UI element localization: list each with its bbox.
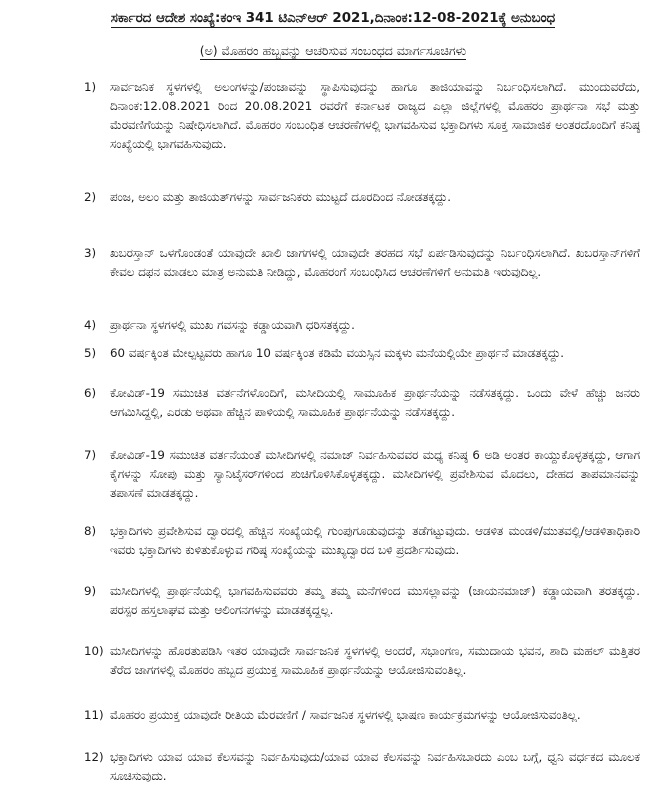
item-number: 1) [84, 80, 97, 94]
guideline-item-7 [84, 446, 640, 503]
guideline-item-3 [84, 244, 640, 282]
item-text: 60 ವರ್ಷಕ್ಕಿಂತ ಮೇಲ್ಪಟ್ಟವರು ಹಾಗೂ 10 ವರ್ಷಕ್ಕಿಂತ ಕಡಿಮೆ ವಯಸ್ಸಿನ ಮಕ್ಕಳು ಮನೆಯಲ್ಲಿಯೇ ಪ್ರಾರ್ಥನೆ ಮಾಡತಕ್ಕದ್ದು. [110, 346, 565, 360]
guideline-item-8 [84, 522, 640, 560]
guideline-item-2 [84, 188, 640, 207]
item-text: ಸಾರ್ವಜನಿಕ ಸ್ಥಳಗಳಲ್ಲಿ ಅಲಂಗಳನ್ನು/ಪಂಜಾವನ್ನು ಸ್ಥಾಪಿಸುವುದನ್ನು ಹಾಗೂ ತಾಜಿಯಾವನ್ನು ನಿರ್ಬಂಧಿಸಲಾಗಿದೆ. ಮುಂದುವರೆದು, ದಿನಾಂಕ:12.08.2021 ರಿಂದ 20.08.2021 ರವರೆಗೆ ಕರ್ನಾಟಕ ರಾಜ್ಯದ ಎಲ್ಲಾ ಜಿಲ್ಲೆಗಳಲ್ಲಿ ಮೊಹರಂ ಪ್ರಾರ್ಥನಾ ಸಭೆ ಮತ್ತು ಮೆರವಣಿಗೆಯನ್ನು ನಿಷೇಧಿಸಲಾಗಿದೆ. ಮೊಹರಂ ಸಂಬಂಧಿತ ಆಚರಣೆಗಳಲ್ಲಿ ಭಾಗವಹಿಸುವ ಭಕ್ತಾದಿಗಳು ಸೂಕ್ತ ಸಾಮಾಜಿಕ ಅಂತರದೊಂದಿಗೆ ಕನಿಷ್ಠ ಸಂಖ್ಯೆಯಲ್ಲಿ ಭಾಗವಹಿಸುವುದು. [110, 80, 640, 151]
guideline-item-11 [84, 706, 640, 725]
item-number: 3) [84, 246, 97, 260]
guideline-item-5 [84, 344, 640, 363]
document-title: ಸರ್ಕಾರದ ಆದೇಶ ಸಂಖ್ಯೆ:ಕಂಇ 341 ಟಿಎನ್ಆರ್ 2021,ದಿನಾಂಕ:12-08-2021ಕ್ಕೆ ಅನುಬಂಧ [110, 11, 556, 26]
item-text: ಮಸೀದಿಗಳನ್ನು ಹೊರತುಪಡಿಸಿ ಇತರ ಯಾವುದೇ ಸಾರ್ವಜನಿಕ ಸ್ಥಳಗಳಲ್ಲಿ ಅಂದರೆ, ಸಭಾಂಗಣ, ಸಮುದಾಯ ಭವನ, ಶಾದಿ ಮಹಲ್ ಮತ್ತಿತರ ತೆರೆದ ಜಾಗಗಳಲ್ಲಿ ಮೊಹರಂ ಹಬ್ಬದ ಪ್ರಯುಕ್ತ ಸಾಮೂಹಿಕ ಪ್ರಾರ್ಥನೆಯನ್ನು ಆಯೋಜಿಸುವಂತಿಲ್ಲ. [110, 644, 640, 677]
item-text: ಕೋವಿಡ್-19 ಸಮುಚಿತ ವರ್ತನೆಯಂತೆ ಮಸೀದಿಗಳಲ್ಲಿ ನಮಾಜ್ ನಿರ್ವಹಿಸುವವರ ಮಧ್ಯ ಕನಿಷ್ಠ 6 ಅಡಿ ಅಂತರ ಕಾಯ್ದುಕೊಳ್ಳತಕ್ಕದ್ದು, ಆಗಾಗ ಕೈಗಳನ್ನು ಸೋಪು ಮತ್ತು ಸ್ಯಾನಿಟೈಸರ್‌ಗಳಿಂದ ಶುಚಿಗೊಳಿಸಿಕೊಳ್ಳತಕ್ಕದ್ದು. ಮಸೀದಿಗಳಲ್ಲಿ ಪ್ರವೇಶಿಸುವ ಮೊದಲು, ದೇಹದ ತಾಪಮಾನವನ್ನು ತಪಾಸಣೆ ಮಾಡತಕ್ಕದ್ದು. [110, 448, 640, 500]
item-text: ಪ್ರಾರ್ಥನಾ ಸ್ಥಳಗಳಲ್ಲಿ ಮುಖ ಗವಸನ್ನು ಕಡ್ಡಾಯವಾಗಿ ಧರಿಸತಕ್ಕದ್ದು. [110, 318, 355, 332]
item-number: 8) [84, 524, 97, 538]
item-number: 9) [84, 584, 97, 598]
item-text: ಪಂಜ, ಅಲಂ ಮತ್ತು ತಾಜಿಯತ್‌ಗಳನ್ನು ಸಾರ್ವಜನಿಕರು ಮುಟ್ಟದೆ ದೂರದಿಂದ ನೋಡತಕ್ಕದ್ದು. [110, 190, 452, 204]
item-number: 12) [84, 750, 104, 764]
item-number: 11) [84, 708, 104, 722]
item-number: 7) [84, 448, 97, 462]
item-text: ಮಸೀದಿಗಳಲ್ಲಿ ಪ್ರಾರ್ಥನೆಯಲ್ಲಿ ಭಾಗವಹಿಸುವವರು ತಮ್ಮ ತಮ್ಮ ಮನೆಗಳಿಂದ ಮುಸಲ್ಲಾವನ್ನು (ಜಾಯನಮಾಜ್) ಕಡ್ಡಾಯವಾಗಿ ತರತಕ್ಕದ್ದು. ಪರಸ್ಪರ ಹಸ್ತಲಾಘವ ಮತ್ತು ಆಲಿಂಗನಗಳನ್ನು ಮಾಡತಕ್ಕದ್ದಲ್ಲ. [110, 584, 640, 617]
guideline-item-10 [84, 642, 640, 680]
item-text: ಖಬರಸ್ತಾನ್ ಒಳಗೊಂಡಂತೆ ಯಾವುದೇ ಖಾಲಿ ಜಾಗಗಳಲ್ಲಿ ಯಾವುದೇ ತರಹದ ಸಭೆ ಏರ್ಪಡಿಸುವುದನ್ನು ನಿರ್ಬಂಧಿಸಲಾಗಿದೆ. ಖಬರಸ್ತಾನ್‌ಗಳಿಗೆ ಕೇವಲ ದಫನ ಮಾಡಲು ಮಾತ್ರ ಅನುಮತಿ ನೀಡಿದ್ದು, ಮೊಹರಂಗೆ ಸಂಬಂಧಿಸಿದ ಆಚರಣೆಗಳಿಗೆ ಅನುಮತಿ ಇರುವುದಿಲ್ಲ. [110, 246, 640, 279]
item-number: 6) [84, 386, 97, 400]
item-number: 4) [84, 318, 97, 332]
item-text: ಕೋವಿಡ್-19 ಸಮುಚಿತ ವರ್ತನೆಗಳೊಂದಿಗೆ, ಮಸೀದಿಯಲ್ಲಿ ಸಾಮೂಹಿಕ ಪ್ರಾರ್ಥನೆಯನ್ನು ನಡೆಸತಕ್ಕದ್ದು. ಒಂದು ವೇಳೆ ಹೆಚ್ಚು ಜನರು ಆಗಮಿಸಿದ್ದಲ್ಲಿ, ಎರಡು ಅಥವಾ ಹೆಚ್ಚಿನ ಪಾಳಿಯಲ್ಲಿ ಸಾಮೂಹಿಕ ಪ್ರಾರ್ಥನೆಯನ್ನು ನಡೆಸತಕ್ಕದ್ದು. [110, 386, 640, 419]
item-number: 10) [84, 644, 104, 658]
guideline-item-6 [84, 384, 640, 422]
guideline-item-12 [84, 748, 640, 786]
document-subtitle: (ಅ) ಮೊಹರಂ ಹಬ್ಬವನ್ನು ಆಚರಿಸುವ ಸಂಬಂಧದ ಮಾರ್ಗಸೂಚಿಗಳು [199, 43, 467, 58]
guideline-item-9 [84, 582, 640, 620]
item-number: 5) [84, 346, 97, 360]
item-number: 2) [84, 190, 97, 204]
item-text: ಮೊಹರಂ ಪ್ರಯುಕ್ತ ಯಾವುದೇ ರೀತಿಯ ಮೆರವಣಿಗೆ / ಸಾರ್ವಜನಿಕ ಸ್ಥಳಗಳಲ್ಲಿ ಭಾಷಣ ಕಾರ್ಯಕ್ರಮಗಳನ್ನು ಆಯೋಜಿಸುವಂತಿಲ್ಲ. [110, 708, 581, 722]
guideline-item-1 [84, 78, 640, 154]
guideline-item-4 [84, 316, 640, 335]
item-text: ಭಕ್ತಾದಿಗಳು ಪ್ರವೇಶಿಸುವ ದ್ವಾರದಲ್ಲಿ ಹೆಚ್ಚಿನ ಸಂಖ್ಯೆಯಲ್ಲಿ ಗುಂಪುಗೂಡುವುದನ್ನು ತಡೆಗಟ್ಟುವುದು. ಆಡಳಿತ ಮಂಡಳಿ/ಮುತವಲ್ಲಿ/ಆಡಳಿತಾಧಿಕಾರಿ ಇವರು ಭಕ್ತಾದಿಗಳು ಕುಳಿತುಕೊಳ್ಳುವ ಗರಿಷ್ಠ ಸಂಖ್ಯೆಯನ್ನು ಮುಖ್ಯದ್ವಾರದ ಬಳಿ ಪ್ರದರ್ಶಿಸುವುದು. [110, 524, 640, 557]
item-text: ಭಕ್ತಾದಿಗಳು ಯಾವ ಯಾವ ಕೆಲಸವನ್ನು ನಿರ್ವಹಿಸುವುದು/ಯಾವ ಯಾವ ಕೆಲಸವನ್ನು ನಿರ್ವಹಿಸಬಾರದು ಎಂಬ ಬಗ್ಗೆ, ಧ್ವನಿ ವರ್ಧಕದ ಮೂಲಕ ಸೂಚಿಸುವುದು. [110, 750, 640, 783]
